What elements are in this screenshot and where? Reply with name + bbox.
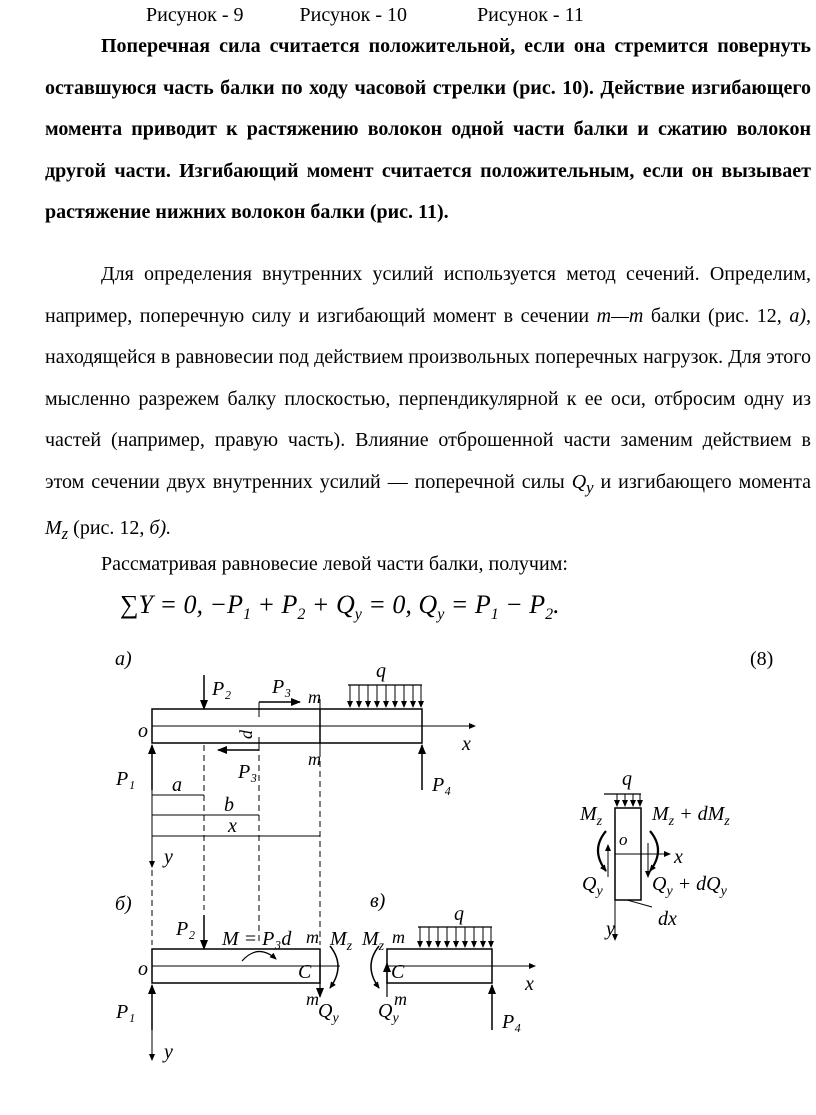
svg-text:x: x xyxy=(525,973,534,995)
moment-symbol: $M_z$ xyxy=(45,517,69,543)
svg-text:m: m xyxy=(394,989,407,1009)
svg-text:q: q xyxy=(622,768,632,790)
svg-text:P₂: P₂ xyxy=(176,918,196,940)
bold-paragraph: Поперечная сила считается положительной, если она стремится повернуть оставшуюся часть балки по ходу часовой стрелки (рис. 10). Действие изгибающего момента приводит к растяжению волокон одной части балки и сжатию волокон другой части. Изгибающий момент считается положительным, если он вызывает растяжение нижних волокон балки (рис. 11). xyxy=(45,35,811,223)
svg-text:P₁: P₁ xyxy=(116,768,136,790)
svg-text:Mz: $M_z$ xyxy=(362,928,385,954)
svg-text:Qy: $Q_y$ xyxy=(378,1000,399,1026)
label-b: б) xyxy=(115,893,132,915)
svg-text:P₄: P₄ xyxy=(432,774,452,796)
label-M-P3d: M = P₃d xyxy=(222,928,292,950)
svg-text:Qy: $Q_y$ xyxy=(318,1000,339,1026)
svg-text:m: m xyxy=(306,989,319,1009)
svg-text:y: y xyxy=(606,918,615,940)
svg-text:q: q xyxy=(376,660,386,682)
svg-text:C: C xyxy=(391,961,405,983)
equilibrium-intro: Рассматривая равновесие левой части балки, получим: xyxy=(101,553,568,575)
svg-text:o: o xyxy=(138,958,148,980)
svg-text:x: x xyxy=(462,733,471,755)
moment-Mz-element xyxy=(598,831,606,871)
caption-fig9: Рисунок - 9 xyxy=(146,4,244,26)
shear-force-symbol: $Q_y$ xyxy=(571,470,594,497)
beam-figure-12 xyxy=(0,645,816,1115)
svg-text:P₃: P₃ xyxy=(272,676,292,698)
svg-text:b: b xyxy=(224,794,234,816)
svg-text:x: x xyxy=(674,846,683,868)
svg-text:m: m xyxy=(392,927,405,947)
label-v: в) xyxy=(370,890,386,912)
svg-text:o: o xyxy=(138,720,148,742)
svg-text:q: q xyxy=(454,903,464,925)
svg-text:Mz: $M_z$ xyxy=(580,803,603,829)
distributed-load-a xyxy=(350,685,421,707)
caption-fig10: Рисунок - 10 xyxy=(299,4,408,26)
svg-text:y: y xyxy=(164,1041,173,1063)
svg-text:Qy: $Q_y$ xyxy=(582,873,603,899)
svg-text:P₄: P₄ xyxy=(502,1011,522,1033)
svg-text:dx: dx xyxy=(658,908,677,930)
svg-text:Mz: $M_z$ xyxy=(330,928,353,954)
svg-text:m: m xyxy=(308,687,321,707)
caption-fig11: Рисунок - 11 xyxy=(477,4,584,26)
svg-text:C: C xyxy=(298,961,312,983)
equilibrium-equation: ∑Y = 0, $-P_1 + P_2 + Q_y = 0$, $Q_y = P_1 - P_2$. xyxy=(120,590,560,624)
svg-text:P₁: P₁ xyxy=(116,1001,136,1023)
svg-text:P₃: P₃ xyxy=(238,761,258,783)
moment-Mz-dMz-element xyxy=(650,831,658,871)
svg-text:o: o xyxy=(619,830,628,849)
svg-text:a: a xyxy=(172,774,182,796)
moment-M-b xyxy=(242,951,276,961)
svg-text:d: d xyxy=(236,730,256,739)
figure-captions xyxy=(146,4,584,27)
svg-text:m: m xyxy=(306,927,319,947)
svg-text:m: m xyxy=(308,749,321,769)
method-of-sections-paragraph: Для определения внутренних усилий используется метод сечений. Определим, например, поперечную силу и изгибающий момент в сечении m—m балки (рис. 12, а), находящейся в равновесии под действием произвольных поперечных нагрузок. Для этого мысленно разрежем балку плоскостью, перпендикулярной к ее оси, отбросим одну из частей (например, правую часть). Влияние отброшенной части заменим действием в этом сечении двух внутренних усилий — поперечной силы $Q_y$ и изгибающего момента $M_z$ (рис. 12, б). xyxy=(45,263,812,543)
svg-text:P₂: P₂ xyxy=(212,678,232,700)
label-a: а) xyxy=(115,648,132,670)
moment-Mz-b xyxy=(330,946,338,988)
distributed-load-v xyxy=(420,927,491,947)
equation-number: (8) xyxy=(750,648,774,670)
section-mm: m—m xyxy=(596,304,644,327)
svg-text:x: x xyxy=(228,815,237,837)
svg-text:Qy + dQy: $Q_y + dQ_y$ xyxy=(652,873,727,899)
distributed-load-element xyxy=(617,794,640,806)
svg-text:Mz + dMz: $M_z + dM_z$ xyxy=(652,803,730,829)
svg-text:y: y xyxy=(164,846,173,868)
